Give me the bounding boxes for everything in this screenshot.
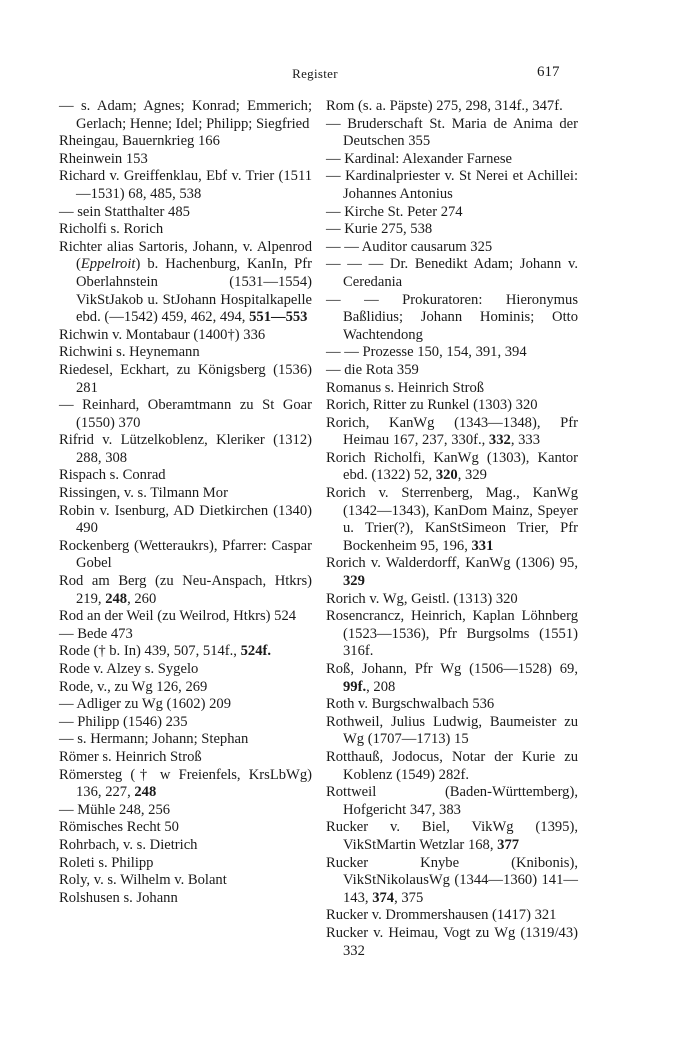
index-entry: Rorich Richolfi, KanWg (1303), Kantor ebd. (1322) 52, 320, 329: [326, 449, 578, 484]
index-entry: Rosencrancz, Heinrich, Kaplan Löhnberg (1523—1536), Pfr Burgsolms (1551) 316f.: [326, 608, 578, 660]
index-entry: Roleti s. Philipp: [59, 854, 154, 871]
index-entry: Römisches Recht 50: [59, 819, 179, 836]
index-entry: Rheinwein 153: [59, 150, 148, 167]
index-column-right: [326, 98, 578, 960]
index-entry: Rorich, KanWg (1343—1348), Pfr Heimau 167, 237, 330f., 332, 333: [326, 414, 578, 449]
index-entry: Richwini s. Heynemann: [59, 344, 200, 361]
index-entry: Rockenberg (Wetteraukrs), Pfarrer: Caspar Gobel: [59, 537, 312, 572]
index-entry: Rorich v. Walderdorff, KanWg (1306) 95, 329: [326, 555, 578, 590]
index-entry: Rohrbach, v. s. Dietrich: [59, 836, 198, 853]
index-entry: Roly, v. s. Wilhelm v. Bolant: [59, 872, 227, 889]
index-entry: Richter alias Sartoris, Johann, v. Alpenrod (Eppelroit) b. Hachenburg, KanIn, Pfr Oberlahnstein (1531—1554) VikStJakob u. StJohann Hospitalkapelle ebd. (—1542) 459, 462, 494, 551—553: [59, 238, 312, 326]
index-entry: — Kardinalpriester v. St Nerei et Achillei: Johannes Antonius: [326, 168, 578, 202]
index-entry: Rode, v., zu Wg 126, 269: [59, 678, 208, 695]
index-entry: Romanus s. Heinrich Stroß: [326, 379, 485, 396]
index-entry: Rifrid v. Lützelkoblenz, Kleriker (1312) 288, 308: [59, 432, 312, 466]
index-entry: — — Auditor causarum 325: [326, 238, 493, 255]
index-column-left: [59, 98, 312, 907]
index-entry: Rode († b. In) 439, 507, 514f., 524f.: [59, 643, 271, 660]
running-head: Register: [292, 66, 338, 81]
index-entry: — Kurie 275, 538: [326, 221, 433, 238]
index-entry: Rod an der Weil (zu Weilrod, Htkrs) 524: [59, 608, 297, 625]
index-entry: Riedesel, Eckhart, zu Königsberg (1536) 281: [59, 361, 312, 396]
index-entry: Richolfi s. Rorich: [59, 221, 164, 238]
index-entry: Rod am Berg (zu Neu-Anspach, Htkrs) 219, 248, 260: [59, 573, 312, 607]
index-entry: Rolshusen s. Johann: [59, 889, 178, 906]
index-entry: — Philipp (1546) 235: [59, 713, 188, 730]
index-entry: — Bruderschaft St. Maria de Anima der Deutschen 355: [326, 115, 578, 150]
index-entry: — Reinhard, Oberamtmann zu St Goar (1550) 370: [59, 397, 312, 431]
index-entry: — Bede 473: [59, 625, 133, 642]
index-entry: Römersteg († w Freienfels, KrsLbWg) 136, 227, 248: [59, 766, 312, 801]
index-entry: Rode v. Alzey s. Sygelo: [59, 661, 199, 677]
index-entry: Rorich, Ritter zu Runkel (1303) 320: [326, 397, 538, 414]
index-entry: — s. Adam; Agnes; Konrad; Emmerich; Gerlach; Henne; Idel; Philipp; Siegfried: [59, 98, 312, 132]
index-entry: Rucker Knybe (Knibonis), VikStNikolausWg (1344—1360) 141—143, 374, 375: [326, 854, 578, 906]
index-entry: Rorich v. Sterrenberg, Mag., KanWg (1342—1343), KanDom Mainz, Speyer u. Trier(?), KanStSimeon Trier, Pfr Bockenheim 95, 196, 331: [326, 485, 578, 554]
index-entry: Römer s. Heinrich Stroß: [59, 748, 202, 765]
page-number: 617: [537, 64, 560, 80]
index-entry: — sein Statthalter 485: [59, 203, 190, 220]
index-entry: Rucker v. Heimau, Vogt zu Wg (1319/43) 332: [326, 924, 578, 959]
index-entry: — Adliger zu Wg (1602) 209: [59, 696, 231, 713]
index-entry: Rorich v. Wg, Geistl. (1313) 320: [326, 590, 518, 607]
index-entry: — — — Dr. Benedikt Adam; Johann v. Ceredania: [326, 256, 578, 290]
index-entry: — die Rota 359: [326, 361, 419, 378]
index-entry: Rissingen, v. s. Tilmann Mor: [59, 485, 228, 502]
index-entry: Rucker v. Drommershausen (1417) 321: [326, 907, 557, 924]
index-entry: Rispach s. Conrad: [59, 467, 166, 484]
index-entry: Rom (s. a. Päpste) 275, 298, 314f., 347f.: [326, 98, 563, 114]
index-entry: Rheingau, Bauernkrieg 166: [59, 133, 220, 150]
index-entry: — s. Hermann; Johann; Stephan: [59, 731, 249, 748]
index-entry: — Kirche St. Peter 274: [326, 203, 463, 220]
index-entry: — — Prozesse 150, 154, 391, 394: [326, 344, 527, 361]
index-entry: Roß, Johann, Pfr Wg (1506—1528) 69, 99f., 208: [326, 661, 578, 695]
index-entry: — Kardinal: Alexander Farnese: [326, 150, 513, 167]
index-entry: Richwin v. Montabaur (1400†) 336: [59, 326, 266, 343]
index-entry: Rottweil (Baden-Württemberg), Hofgericht 347, 383: [326, 784, 578, 818]
index-entry: — Mühle 248, 256: [59, 801, 171, 818]
index-entry: — — Prokuratoren: Hieronymus Baßlidius; Johann Hominis; Otto Wachtendong: [326, 291, 578, 343]
page-header: [0, 66, 700, 86]
index-entry: Rothweil, Julius Ludwig, Baumeister zu Wg (1707—1713) 15: [326, 713, 578, 748]
index-entry: Roth v. Burgschwalbach 536: [326, 696, 495, 713]
index-entry: Richard v. Greiffenklau, Ebf v. Trier (1511—1531) 68, 485, 538: [59, 168, 312, 202]
index-entry: Rucker v. Biel, VikWg (1395), VikStMartin Wetzlar 168, 377: [326, 819, 578, 853]
index-entry: Robin v. Isenburg, AD Dietkirchen (1340) 490: [59, 502, 312, 537]
index-entry: Rotthauß, Jodocus, Notar der Kurie zu Koblenz (1549) 282f.: [326, 748, 578, 783]
